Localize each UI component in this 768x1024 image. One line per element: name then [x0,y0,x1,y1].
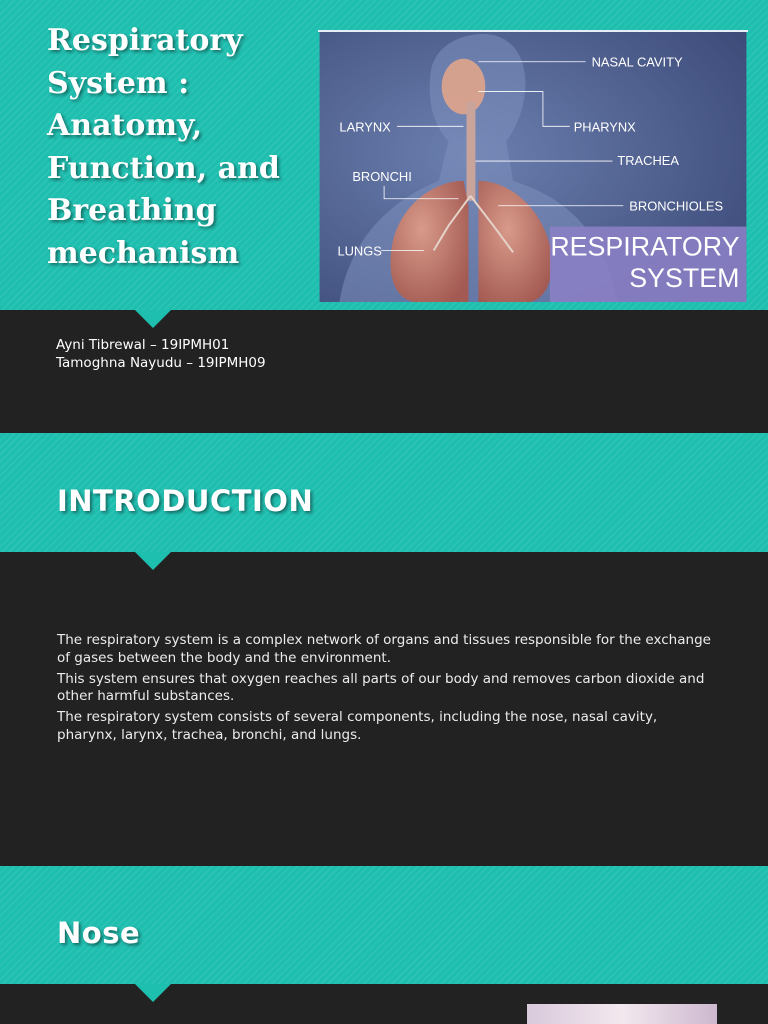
banner-line1: RESPIRATORY [550,231,740,262]
nose-heading: Nose [57,916,141,950]
title-line: mechanism [47,235,240,271]
label-larynx: LARYNX [339,119,391,135]
title-line: Anatomy, [47,108,203,143]
label-bronchi: BRONCHI [352,168,412,184]
slide2-notch [135,552,171,570]
respiratory-system-diagram [318,30,748,302]
author-line: Ayni Tibrewal – 19IPMH01 [56,337,230,353]
intro-heading: INTRODUCTION [57,484,314,518]
title-line: Function, and [47,150,280,186]
trachea-shape [466,101,475,200]
label-trachea: TRACHEA [617,153,679,169]
intro-paragraph: The respiratory system consists of several components, including the nose, nasal cavity, pharynx, larynx, trachea, bronchi, and lungs. [57,709,658,743]
intro-paragraph: The respiratory system is a complex network of organs and tissues responsible for the exchange of gases between the body and the environment. [57,632,711,666]
slide3-notch [135,984,171,1002]
slide1-title [47,20,297,275]
slide1-notch [135,310,171,328]
label-nasal-cavity: NASAL CAVITY [591,54,683,70]
authors [56,336,266,372]
nose-image [527,1004,717,1024]
author-line: Tamoghna Nayudu – 19IPMH09 [56,355,266,371]
title-line: Respiratory [47,23,243,58]
label-lungs: LUNGS [337,243,382,259]
nasal-cavity-shape [442,59,486,115]
title-line: System : [47,65,190,101]
intro-body [57,632,717,748]
intro-paragraph: This system ensures that oxygen reaches all parts of our body and removes carbon dioxide and other harmful substances. [57,670,705,704]
label-bronchioles: BRONCHIOLES [629,198,724,214]
banner-line2: SYSTEM [629,263,740,294]
title-line: Breathing [47,193,217,228]
label-pharynx: PHARYNX [573,119,636,135]
